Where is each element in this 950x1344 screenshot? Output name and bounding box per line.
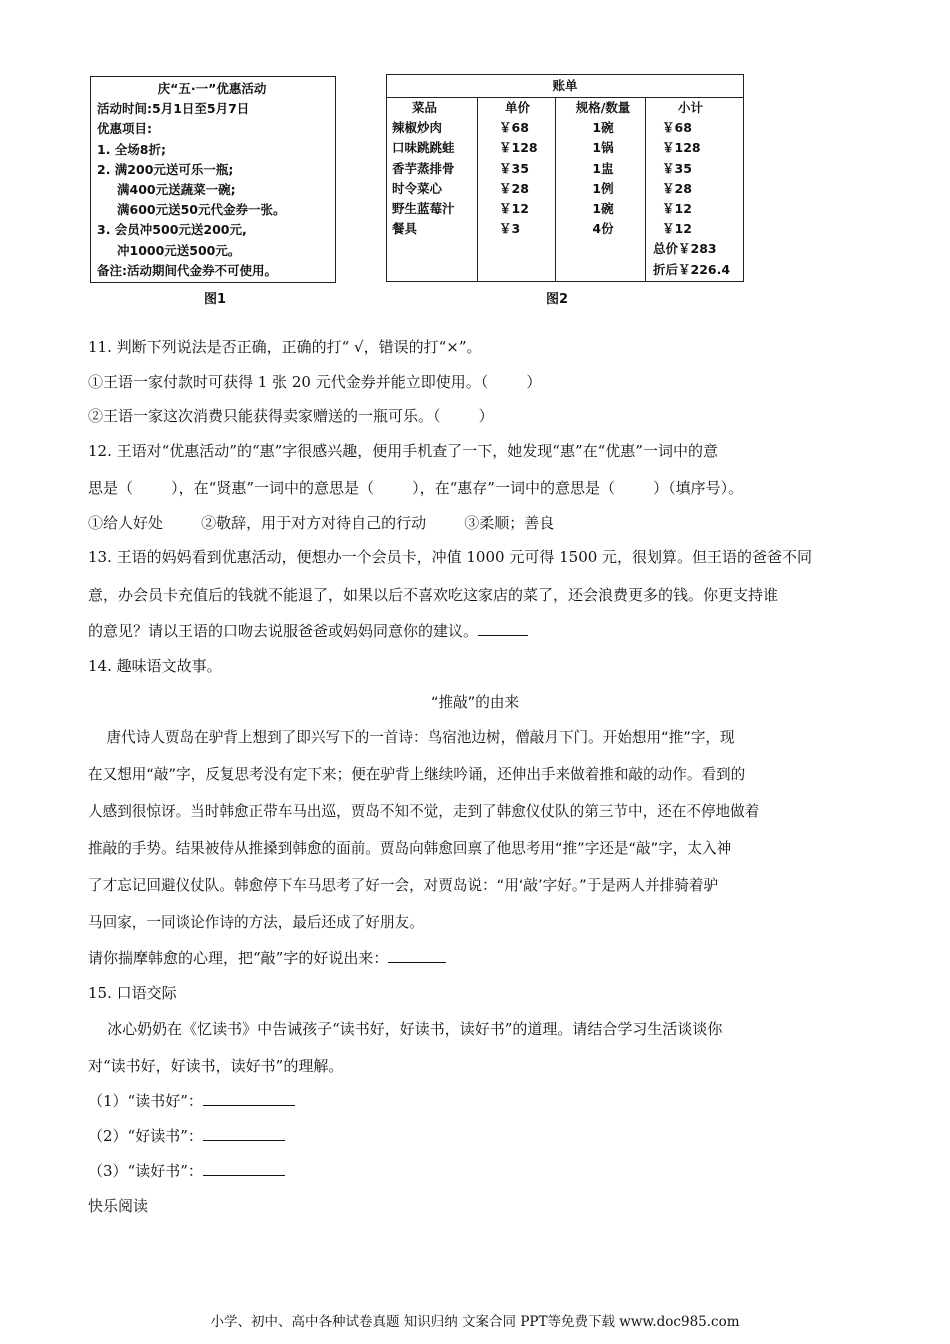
price-cell: ￥28 (499, 180, 529, 196)
story-title: “推敲”的由来 (430, 694, 520, 711)
dish-cell: 辣椒炒肉 (392, 120, 443, 136)
question-11-item-1: ①王语一家付款时可获得 1 张 20 元代金券并能立即使用。（ ） (88, 373, 542, 391)
poster-line: 3. 会员冲500元送200元, (97, 222, 247, 238)
question-12-options: ①给人好处 ②敬辞，用于对方对待自己的行动 ③柔顺；善良 (88, 514, 555, 532)
bill-discounted-total: 折后￥226.4 (653, 261, 731, 277)
answer-blank[interactable] (203, 1091, 295, 1106)
question-13-cont: 意，办会员卡充值后的钱就不能退了，如果以后不喜欢吃这家店的菜了，还会浪费更多的钱。你更支持谁 (88, 586, 779, 604)
price-cell: ￥12 (499, 201, 529, 217)
subtotal-cell: ￥12 (662, 221, 692, 237)
promotion-poster (90, 76, 336, 283)
subtotal-cell: ￥128 (662, 140, 701, 156)
story-line: 马回家，一同谈论作诗的方法，最后还成了好朋友。 (88, 914, 424, 931)
poster-title: 庆“五·一”优惠活动 (157, 81, 267, 96)
question-15-part-1: （1）“读书好”： (88, 1090, 295, 1111)
poster-line: 1. 全场8折; (97, 141, 166, 157)
quantity-column (557, 97, 649, 281)
question-13: 13. 王语的妈妈看到优惠活动，便想办一个会员卡，冲值 1000 元可得 1500 元，很划算。但王语的爸爸不同 (88, 548, 813, 566)
section-title: 快乐阅读 (88, 1197, 149, 1215)
story-line: 了才忘记回避仪仗队。韩愈停下车马思考了好一会，对贾岛说：“用‘敲’字好。”于是两人并排骑着驴 (88, 877, 719, 894)
poster-line: 活动时间:5月1日至5月7日 (97, 101, 250, 117)
answer-blank[interactable] (203, 1126, 285, 1141)
dish-column (392, 97, 474, 281)
bill-title: 账单 (387, 75, 743, 98)
dish-cell: 香芋蒸排骨 (392, 160, 455, 176)
bill-total: 总价￥283 (653, 241, 717, 257)
question-11-item-2: ②王语一家这次消费只能获得卖家赠送的一瓶可乐。（ ） (88, 407, 494, 425)
header-dish: 菜品 (412, 100, 438, 115)
quantity-cell: 1锅 (592, 140, 614, 156)
question-15-part-2: （2）“好读书”： (88, 1125, 285, 1146)
story-line: 在又想用“敲”字，反复思考没有定下来；便在驴背上继续吟诵，还伸出手来做着推和敲的动作。看到的 (88, 766, 746, 783)
question-15: 15. 口语交际 (88, 984, 177, 1002)
price-cell: ￥128 (499, 140, 538, 156)
question-15-part-3: （3）“读好书”： (88, 1160, 285, 1181)
quantity-cell: 1盅 (592, 160, 614, 176)
quantity-cell: 1碗 (592, 201, 614, 217)
dish-cell: 野生蓝莓汁 (392, 201, 455, 217)
figure1-caption: 图1 (204, 292, 227, 307)
question-14-ask: 请你揣摩韩愈的心理，把“敲”字的好说出来： (88, 947, 446, 968)
subtotal-column (649, 97, 756, 281)
price-cell: ￥35 (499, 160, 529, 176)
quantity-cell: 1碗 (592, 120, 614, 136)
quantity-cell: 1例 (592, 180, 614, 196)
story-line: 人感到很惊讶。当时韩愈正带车马出巡，贾岛不知不觉，走到了韩愈仪仗队的第三节中，还在不停地做着 (88, 803, 760, 820)
question-15-text-cont: 对“读书好，好读书，读好书”的理解。 (88, 1057, 344, 1075)
subtotal-cell: ￥28 (662, 180, 692, 196)
quantity-cell: 4份 (592, 221, 614, 237)
bill-table (386, 74, 744, 282)
story-line: 唐代诗人贾岛在驴背上想到了即兴写下的一首诗：鸟宿池边树，僧敲月下门。开始想用“推”字，现 (88, 729, 735, 746)
answer-blank[interactable] (203, 1161, 285, 1176)
question-11: 11. 判断下列说法是否正确，正确的打“ √，错误的打“×”。 (88, 338, 482, 356)
subtotal-cell: ￥12 (662, 201, 692, 217)
poster-line: 2. 满200元送可乐一瓶; (97, 161, 234, 177)
subtotal-cell: ￥68 (662, 120, 692, 136)
price-cell: ￥68 (499, 120, 529, 136)
question-15-text: 冰心奶奶在《忆读书》中告诫孩子“读书好，好读书，读好书”的道理。请结合学习生活谈谈你 (88, 1020, 723, 1038)
page-footer: 小学、初中、高中各种试卷真题 知识归纳 文案合同 PPT等免费下载 www.doc985.com (210, 1314, 740, 1330)
header-quantity: 规格/数量 (575, 100, 631, 115)
answer-blank[interactable] (388, 948, 446, 963)
question-12: 12. 王语对“优惠活动”的“惠”字很感兴趣，便用手机查了一下，她发现“惠”在“优惠”一词中的意 (88, 442, 718, 460)
figure2-caption: 图2 (546, 292, 569, 307)
dish-cell: 口味跳跳蛙 (392, 140, 455, 156)
poster-line: 冲1000元送500元。 (117, 242, 241, 258)
price-cell: ￥3 (499, 221, 521, 237)
poster-line: 优惠项目: (97, 121, 152, 137)
dish-cell: 时令菜心 (392, 180, 443, 196)
header-subtotal: 小计 (678, 100, 704, 115)
question-13-ask: 的意见？请以王语的口吻去说服爸爸或妈妈同意你的建议。 (88, 620, 528, 641)
poster-note: 备注:活动期间代金券不可使用。 (97, 262, 277, 278)
question-14: 14. 趣味语文故事。 (88, 657, 222, 675)
question-12-cont: 思是（ ），在“贤惠”一词中的意思是（ ），在“惠存”一词中的意思是（ ）（填序号）。 (88, 479, 744, 497)
poster-line: 满600元送50元代金券一张。 (117, 202, 286, 218)
poster-line: 满400元送蔬菜一碗; (117, 182, 236, 198)
story-line: 推敲的手势。结果被侍从推搡到韩愈的面前。贾岛向韩愈回禀了他思考用“推”字还是“敲”字，太入神 (88, 840, 732, 857)
answer-blank[interactable] (478, 621, 528, 636)
header-price: 单价 (505, 100, 531, 115)
subtotal-cell: ￥35 (662, 160, 692, 176)
dish-cell: 餐具 (392, 221, 418, 237)
